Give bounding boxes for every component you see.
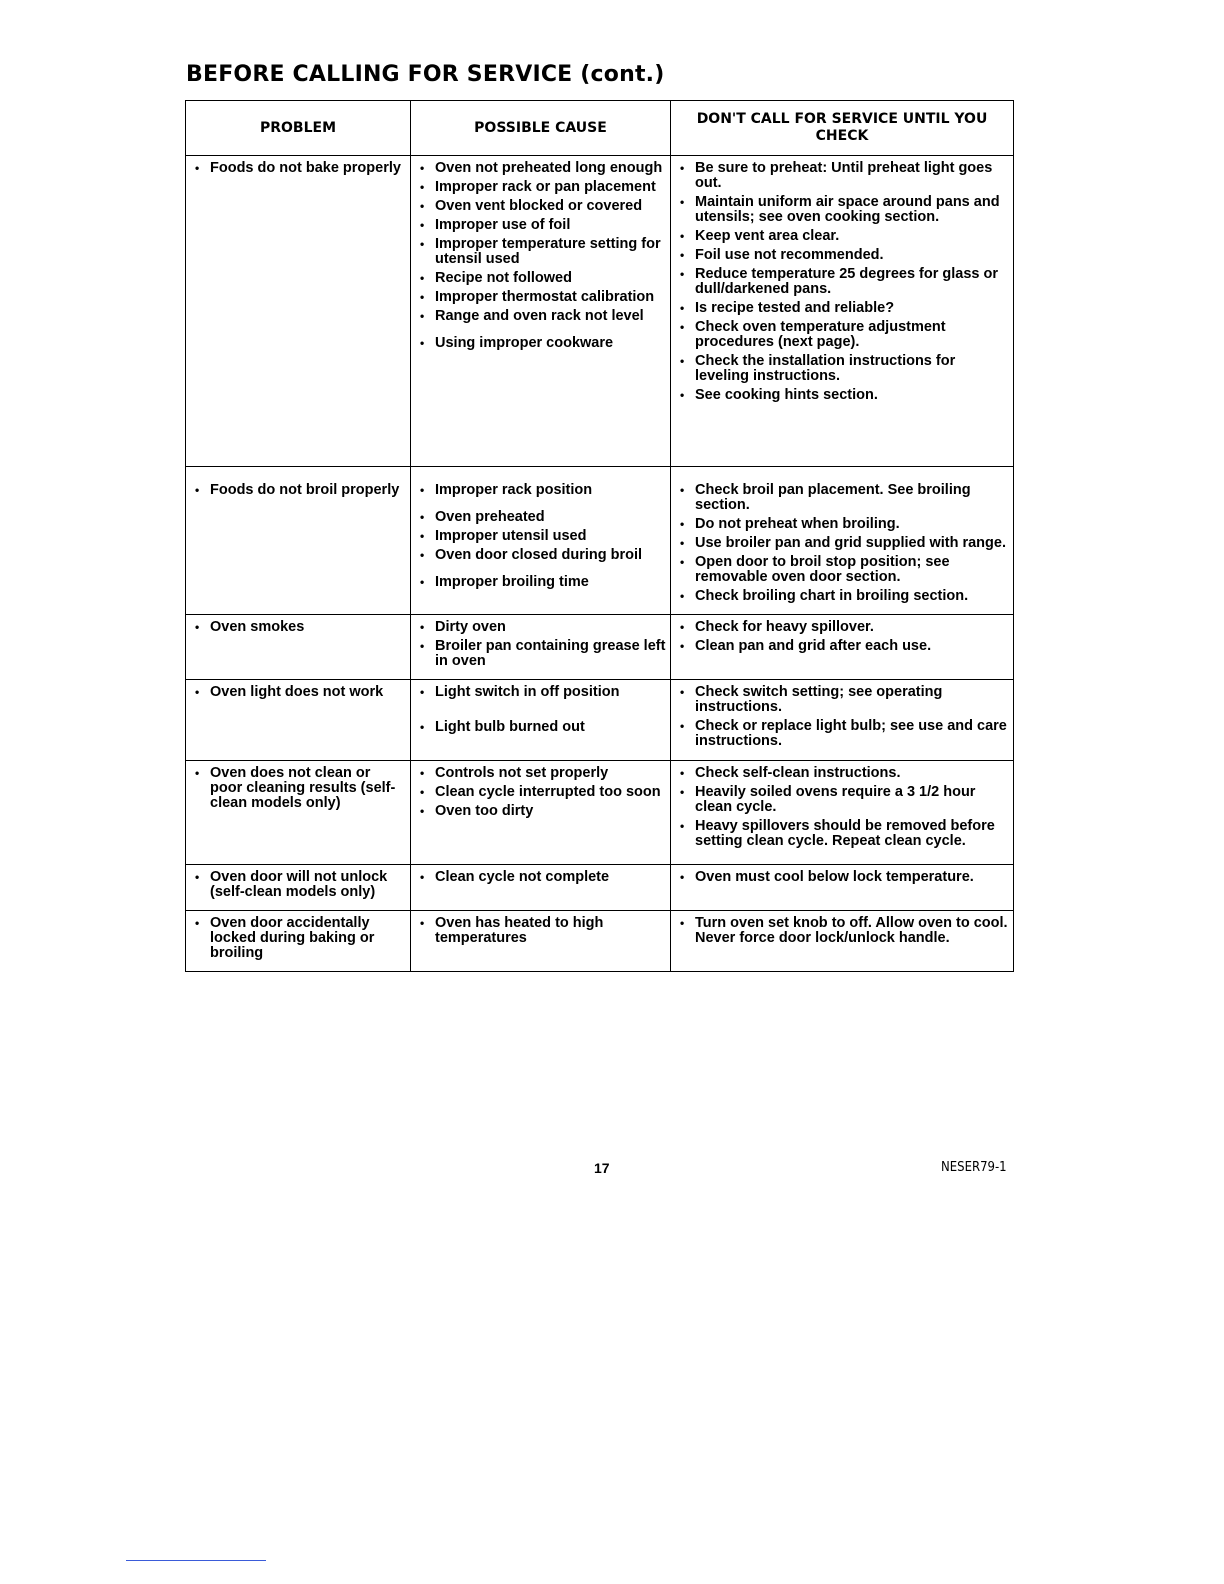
check-item: • Maintain uniform air space around pans and utensils; see oven cooking section. [675,195,1009,225]
header-possible-cause: POSSIBLE CAUSE [411,101,671,156]
problem-item: • Foods do not bake properly [190,161,406,176]
table-row [186,467,1014,615]
check-item: • Check self-clean instructions. [675,766,1009,781]
service-table [185,100,1014,972]
problem-cell [186,467,411,615]
cause-item: • Oven preheated [415,510,666,525]
cause-item: • Improper thermostat calibration [415,290,666,305]
check-cell [671,615,1014,680]
check-item: • Do not preheat when broiling. [675,517,1009,532]
cause-item: • Oven vent blocked or covered [415,199,666,214]
check-item: • Foil use not recommended. [675,248,1009,263]
check-cell [671,911,1014,972]
check-item: • Oven must cool below lock temperature. [675,870,1009,885]
check-item: • Keep vent area clear. [675,229,1009,244]
problem-cell [186,865,411,911]
cause-item: • Clean cycle interrupted too soon [415,785,666,800]
problem-cell [186,680,411,761]
problem-cell [186,761,411,865]
check-item: • Check broiling chart in broiling section. [675,589,1009,604]
check-cell [671,467,1014,615]
cause-item: • Improper rack position [415,483,666,498]
table-row [186,615,1014,680]
cause-item: • Oven not preheated long enough [415,161,666,176]
check-cell [671,680,1014,761]
cause-item: • Clean cycle not complete [415,870,666,885]
table-row [186,865,1014,911]
check-cell [671,761,1014,865]
cause-item: • Oven too dirty [415,804,666,819]
table-row [186,680,1014,761]
check-item: • Check switch setting; see operating instructions. [675,685,1009,715]
cause-item: • Controls not set properly [415,766,666,781]
header-check: DON'T CALL FOR SERVICE UNTIL YOU CHECK [671,101,1014,156]
cause-item: • Improper rack or pan placement [415,180,666,195]
check-cell [671,865,1014,911]
cause-item: • Range and oven rack not level [415,309,666,324]
check-item: • Check broil pan placement. See broiling section. [675,483,1009,513]
cause-item: • Light switch in off position [415,685,666,700]
check-item: • Clean pan and grid after each use. [675,639,1009,654]
cause-item: • Improper use of foil [415,218,666,233]
table-row [186,911,1014,972]
check-item: • Is recipe tested and reliable? [675,301,1009,316]
check-item: • Heavily soiled ovens require a 3 1/2 hour clean cycle. [675,785,1009,815]
cause-cell [411,911,671,972]
problem-item: • Oven smokes [190,620,406,635]
problem-cell [186,911,411,972]
problem-item: • Oven light does not work [190,685,406,700]
problem-item: • Foods do not broil properly [190,483,406,498]
check-item: • Check or replace light bulb; see use and care instructions. [675,719,1009,749]
check-item: • See cooking hints section. [675,388,1009,403]
check-cell [671,156,1014,467]
check-item: • Check the installation instructions for leveling instructions. [675,354,1009,384]
problem-cell [186,615,411,680]
cause-cell [411,615,671,680]
cause-item: • Improper utensil used [415,529,666,544]
problem-item: • Oven door accidentally locked during baking or broiling [190,916,406,961]
check-item: • Open door to broil stop position; see removable oven door section. [675,555,1009,585]
cause-item: • Broiler pan containing grease left in oven [415,639,666,669]
check-item: • Reduce temperature 25 degrees for glass or dull/darkened pans. [675,267,1009,297]
cause-item: • Recipe not followed [415,271,666,286]
cause-cell [411,680,671,761]
table-row [186,156,1014,467]
problem-item: • Oven does not clean or poor cleaning results (self-clean models only) [190,766,406,811]
page-title: BEFORE CALLING FOR SERVICE (cont.) [186,62,665,87]
header-problem: PROBLEM [186,101,411,156]
cause-cell [411,467,671,615]
cause-item: • Oven has heated to high temperatures [415,916,666,946]
cause-item: • Using improper cookware [415,336,666,351]
cause-item: • Oven door closed during broil [415,548,666,563]
cause-item: • Dirty oven [415,620,666,635]
cause-cell [411,761,671,865]
cause-item: • Light bulb burned out [415,720,666,735]
document-code: NESER79-1 [941,1160,1007,1175]
check-item: • Use broiler pan and grid supplied with range. [675,536,1009,551]
cause-cell [411,156,671,467]
check-item: • Check for heavy spillover. [675,620,1009,635]
check-item: • Turn oven set knob to off. Allow oven to cool. Never force door lock/unlock handle. [675,916,1009,946]
table-header-row [186,101,1014,156]
check-item: • Be sure to preheat: Until preheat light goes out. [675,161,1009,191]
cause-item: • Improper temperature setting for utensil used [415,237,666,267]
check-item: • Heavy spillovers should be removed before setting clean cycle. Repeat clean cycle. [675,819,1009,849]
table-row [186,761,1014,865]
cause-cell [411,865,671,911]
problem-item: • Oven door will not unlock (self-clean models only) [190,870,406,900]
check-item: • Check oven temperature adjustment procedures (next page). [675,320,1009,350]
footer-rule [126,1560,266,1561]
problem-cell [186,156,411,467]
page-number: 17 [594,1160,610,1176]
cause-item: • Improper broiling time [415,575,666,590]
